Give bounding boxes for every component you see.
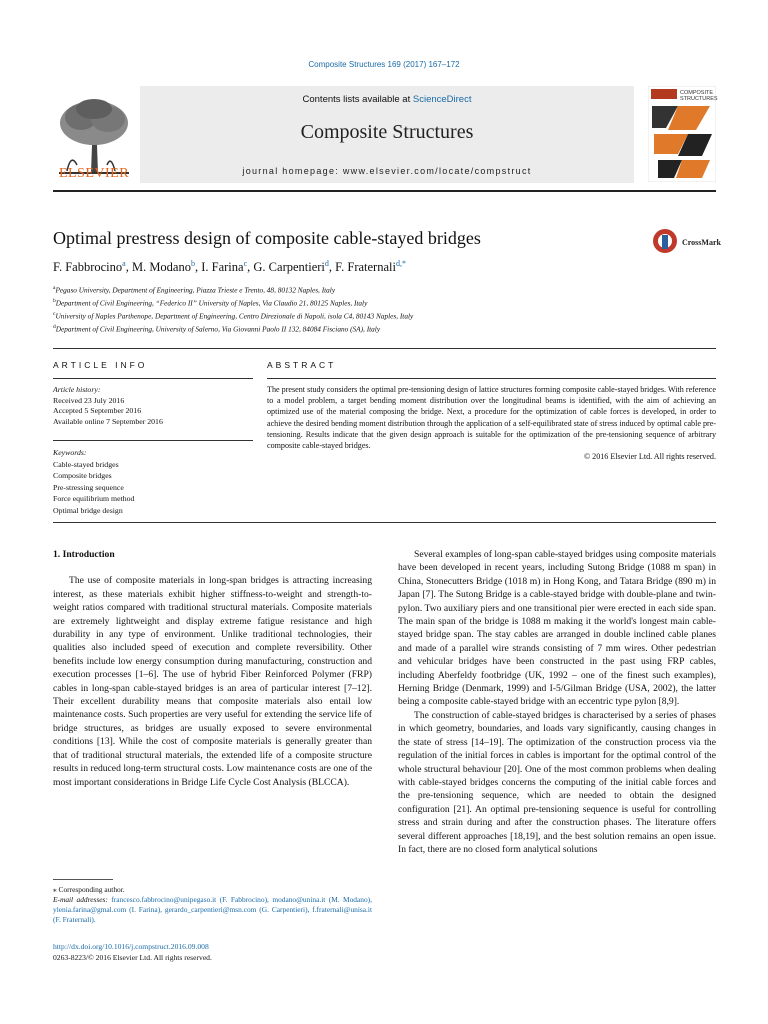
article-info-divider bbox=[53, 378, 253, 379]
affiliation-text: University of Naples Parthenope, Department of Engineering, Centro Direzionale di Napoli, isola C4, 80143 Naples, Italy bbox=[55, 311, 414, 321]
header-divider bbox=[53, 190, 716, 192]
keyword-item: Pre-stressing sequence bbox=[53, 482, 124, 492]
journal-name: Composite Structures bbox=[300, 121, 474, 143]
journal-masthead bbox=[140, 86, 634, 183]
body-paragraph: The use of composite materials in long-span bridges is attracting increasing interest, as these materials exhibit higher stiffness-to-weight and strength-to-weight ratios compared with traditional structural materials. Composite materials are extremely lightweight and display extreme fatigue resistance and high durability in any type of environment. Unlike traditional technologies, their qualities also included speed of execution and complete reversibility. Other benefits include low energy consumption during manufacturing, construction and execution processes [1–6]. The use of hybrid Fiber Reinforced Polymer (FRP) cables in long-span cable-stayed bridges is an area of particular interest [7–12]. Their excellent durability means that composite materials also entail low maintenance costs. Such properties are very useful for extending the service life of bridge structures, as bridges are usually exposed to severe environmental conditions [13]. While the cost of composite materials is generally greater than that of traditional structural materials, the extended life of a composite structure results in reduced long-term structural costs. Low maintenance costs are one of the most important considerations in Bridge Life Cycle Cost Analysis (BLCCA). bbox=[53, 575, 372, 788]
section-divider bbox=[53, 348, 716, 349]
affiliation-list bbox=[53, 283, 693, 335]
affiliation-text: Pegaso University, Department of Engineering, Piazza Trieste e Trento, 48, 80132 Naples, Italy bbox=[55, 285, 336, 295]
article-info-heading: ARTICLE INFO bbox=[53, 360, 148, 370]
affiliation-mark: b bbox=[53, 297, 56, 304]
article-title: Optimal prestress design of composite cable-stayed bridges bbox=[53, 228, 481, 248]
author-name[interactable]: I. Farina bbox=[201, 260, 244, 275]
contents-line bbox=[140, 94, 634, 105]
author-separator: , bbox=[125, 260, 132, 275]
author-affiliation-mark[interactable]: a bbox=[122, 259, 126, 268]
footnote bbox=[53, 885, 372, 925]
affiliation-text: Department of Civil Engineering, “Federico II” University of Naples, Via Claudio 21, 80125 Naples, Italy bbox=[55, 298, 368, 308]
author-separator: , bbox=[247, 260, 254, 275]
history-item: Available online 7 September 2016 bbox=[53, 416, 163, 426]
journal-homepage[interactable]: journal homepage: www.elsevier.com/locate/compstruct bbox=[242, 166, 532, 176]
publisher-name: ELSEVIER bbox=[58, 166, 130, 181]
corresponding-author-note: ⁎ Corresponding author. bbox=[53, 885, 125, 894]
keywords-divider bbox=[53, 440, 253, 441]
section-title: 1. Introduction bbox=[53, 549, 115, 560]
left-column bbox=[53, 548, 372, 789]
abstract-copyright: © 2016 Elsevier Ltd. All rights reserved. bbox=[583, 452, 716, 462]
author-name[interactable]: F. Fraternali bbox=[335, 260, 396, 275]
keyword-item: Composite bridges bbox=[53, 471, 112, 480]
affiliation-item bbox=[53, 322, 693, 335]
history-label: Article history: bbox=[53, 385, 101, 394]
author-affiliation-mark[interactable]: d,* bbox=[395, 259, 406, 268]
article-identifiers bbox=[53, 942, 373, 963]
author-name[interactable]: G. Carpentieri bbox=[253, 260, 325, 275]
keyword-list bbox=[53, 447, 253, 516]
crossmark-label[interactable]: CrossMark bbox=[682, 238, 721, 247]
sciencedirect-link[interactable]: ScienceDirect bbox=[412, 94, 472, 105]
email-label: E-mail addresses: bbox=[53, 895, 108, 904]
keyword-item: Force equilibrium method bbox=[53, 494, 135, 503]
affiliation-item bbox=[53, 296, 693, 309]
abstract-divider bbox=[267, 378, 716, 379]
body-divider bbox=[53, 522, 716, 523]
abstract-heading: ABSTRACT bbox=[267, 360, 337, 370]
contents-prefix: Contents lists available at bbox=[302, 94, 413, 105]
right-column bbox=[398, 548, 716, 856]
author-affiliation-mark[interactable]: c bbox=[243, 259, 248, 268]
affiliation-mark: c bbox=[53, 310, 56, 317]
article-history bbox=[53, 385, 253, 427]
author-separator: , bbox=[194, 260, 202, 275]
author-separator: , bbox=[328, 260, 336, 275]
abstract-text: The present study considers the optimal pre-tensioning design of lattice structures forming composite cable-stayed bridges. With reference to a model problem, a target bending moment distribution over the longitudinal beams is identified, with the aim of achieving an optimized use of the material composing the bridge. Next, a procedure for the optimization of cable forces is developed, in order to achieve the desired bending moment distribution through the application of a self-equilibrated state of stress induced by optimal cable pre-tensioning. Results indicate that the given design approach is suitable for the optimization of the pre-tensioning sequence of arbitrary composite cable-stayed bridges. bbox=[267, 385, 716, 451]
journal-cover bbox=[648, 86, 716, 182]
body-paragraph: The construction of cable-stayed bridges is characterised by a series of phases in which geometry, boundaries, and loads vary significantly, causing changes in the state of stress [14–19]. The optimization of the construction process via the regulation of the initial forces in cables is important for the optimal control of the whole structural behaviour [20]. One of the most common problems when dealing with cable-stayed bridges concerns the computing of the initial cable forces and the pre-tensioning sequence, which are needed to obtain the designed configuration [21]. An optimal pre-tensioning sequence is useful for controlling stress and strain during and after the construction phases. The literature offers several different approaches [18,19], and the best solution remains an open issue. In fact, there are no closed form analytical solutions bbox=[398, 709, 716, 855]
keyword-item: Cable-stayed bridges bbox=[53, 459, 119, 469]
affiliation-mark: d bbox=[53, 323, 56, 330]
affiliation-item bbox=[53, 283, 693, 296]
journal-citation[interactable]: Composite Structures 169 (2017) 167–172 bbox=[308, 60, 460, 69]
cover-label: COMPOSITE STRUCTURES bbox=[680, 90, 718, 102]
author-name[interactable]: F. Fabbrocino bbox=[53, 260, 123, 275]
author-affiliation-mark[interactable]: d bbox=[324, 259, 329, 268]
abstract-body bbox=[267, 384, 716, 462]
issn-line: 0263-8223/© 2016 Elsevier Ltd. All rights reserved. bbox=[53, 952, 212, 962]
email-addresses bbox=[53, 895, 372, 925]
history-item: Received 23 July 2016 bbox=[53, 395, 125, 405]
affiliation-mark: a bbox=[53, 285, 56, 291]
author-name[interactable]: M. Modano bbox=[131, 260, 191, 275]
doi-link[interactable]: http://dx.doi.org/10.1016/j.compstruct.2016.09.008 bbox=[53, 942, 209, 951]
affiliation-text: Department of Civil Engineering, University of Salerno, Via Giovanni Paolo II 132, 84084 Fisciano (SA), Italy bbox=[55, 324, 381, 334]
author-affiliation-mark[interactable]: b bbox=[190, 259, 195, 268]
history-item: Accepted 5 September 2016 bbox=[53, 406, 142, 415]
email-list[interactable]: francesco.fabbrocino@unipegaso.it (F. Fabbrocino), modano@unina.it (M. Modano), ylenia.farina@gmal.com (I. Farina), gerardo_carpentieri@msn.com (G. Carpentieri), f.fraternali@unisa.it (F. Fraternali). bbox=[53, 895, 372, 924]
keyword-item: Optimal bridge design bbox=[53, 505, 123, 515]
body-paragraph: Several examples of long-span cable-stayed bridges using composite materials have been developed in recent years, including Sutong Bridge (1088 m span) in China, Stonecutters Bridge (1018 m) in Hong Kong, and Tatara Bridge (890 m) in Japan [7]. The Sutong Bridge is a cable-stayed bridge with double-plane and twin-pylon. Two auxiliary piers and one transitional pier were erected in each side span. The main span of the bridge is 1088 m making it the world's longest main cable-stayed bridge span. The stay cables are arranged in double inclined cable planes and made of a parallel wire strands consisting of 7 mm wires. Other pedestrian and vehicular bridges have been constructed in the past using FRP cables, including Aberfeldy footbridge (UK, 1992 – one of the finest such examples), Herning Bridge (Denmark, 1999) and I-5/Gilman Bridge (USA, 2002), the latter being a composite cable-stayed bridge with an eccentric type pylon [8,9]. bbox=[398, 549, 716, 708]
keywords-label: Keywords: bbox=[53, 448, 87, 457]
footnote-divider bbox=[53, 879, 113, 880]
affiliation-item bbox=[53, 309, 693, 322]
author-list bbox=[53, 259, 693, 275]
